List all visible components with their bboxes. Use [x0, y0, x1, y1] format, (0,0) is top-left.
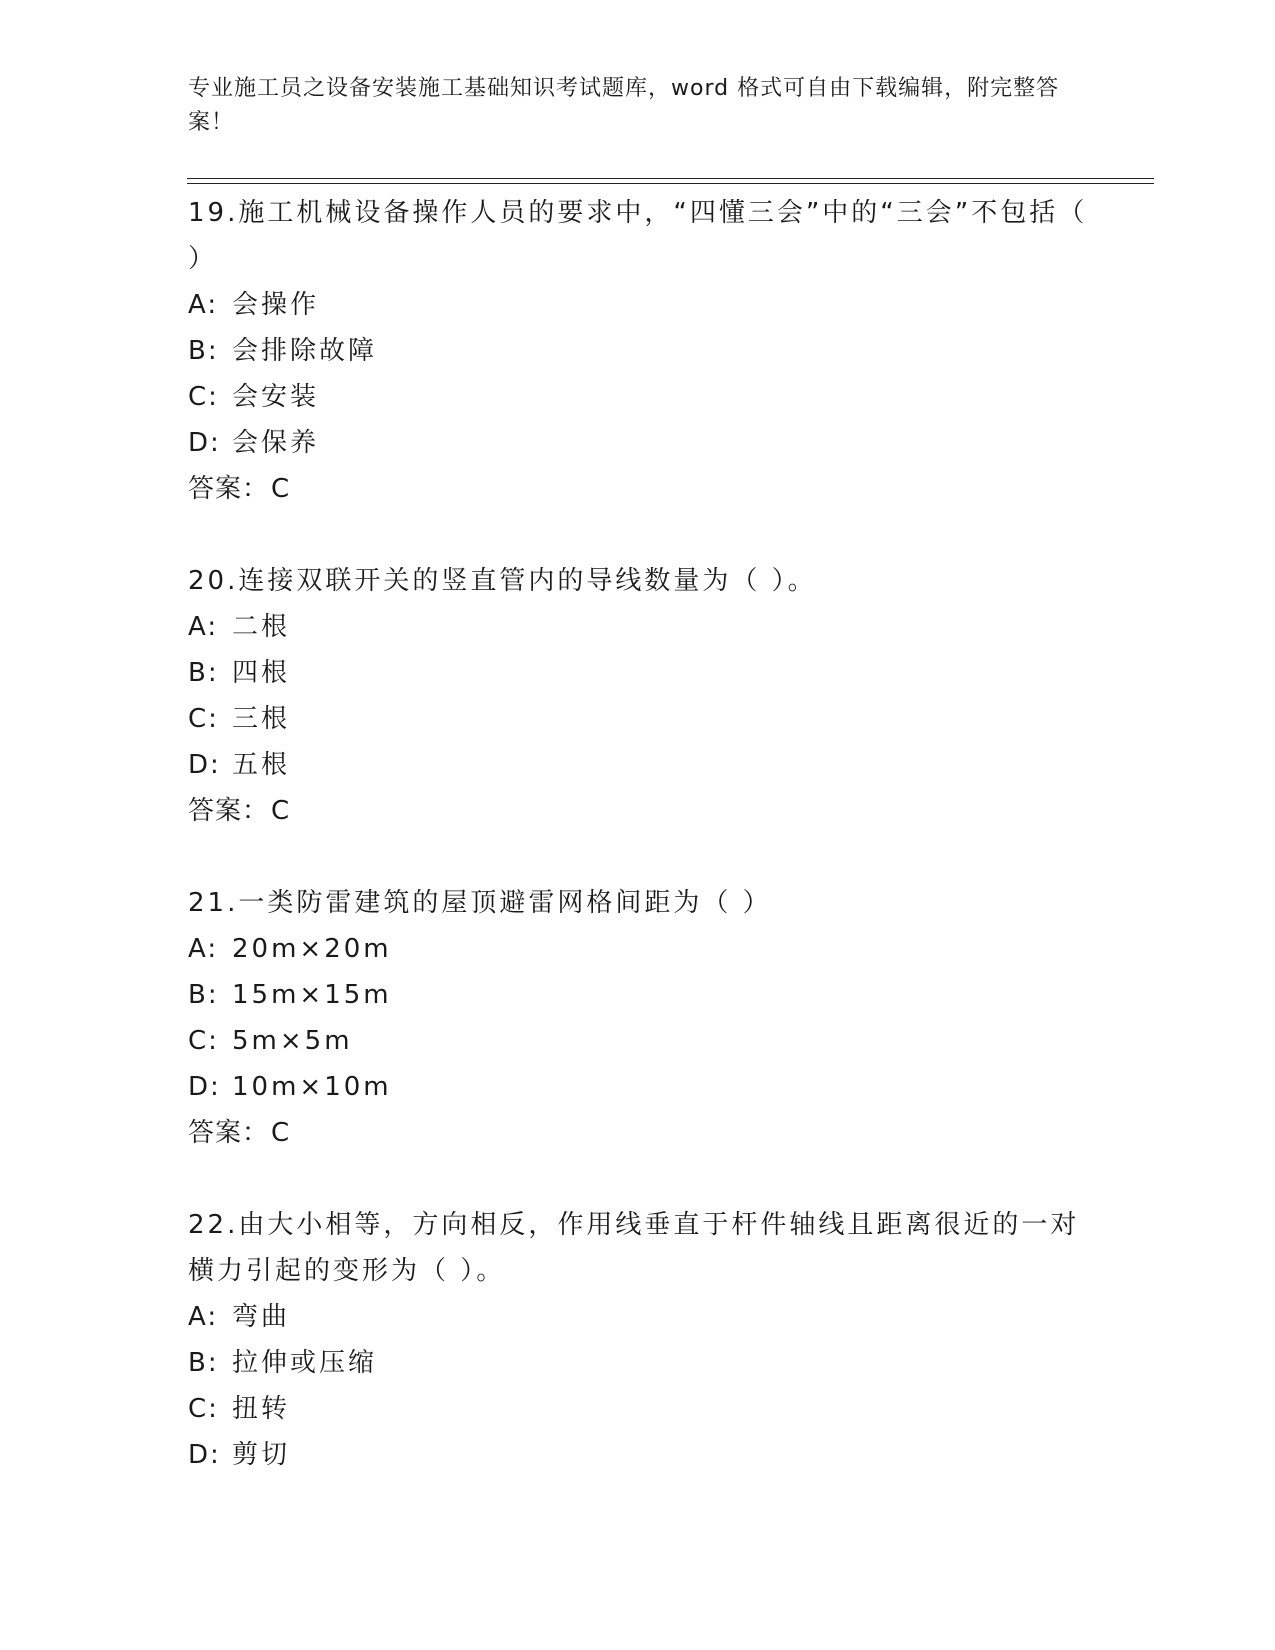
option-b [188, 1340, 1088, 1386]
option-c [188, 1386, 1088, 1432]
option-d [188, 1432, 1088, 1478]
option-text: 会排除故障 [232, 336, 378, 366]
question-21 [188, 880, 1088, 1156]
answer-line [188, 1110, 1088, 1156]
option-letter: C: [188, 1394, 219, 1424]
option-letter: D: [188, 428, 221, 458]
option-b [188, 650, 1088, 696]
answer-line [188, 466, 1088, 512]
option-a [188, 282, 1088, 328]
answer-line [188, 788, 1088, 834]
question-stem: 22.由大小相等，方向相反，作用线垂直于杆件轴线且距离很近的一对横力引起的变形为（ ）。 [188, 1210, 1080, 1286]
answer-value: C [271, 1118, 290, 1148]
option-letter: A: [188, 934, 219, 964]
answer-label: 答案： [188, 474, 270, 504]
question-stem: 21.一类防雷建筑的屋顶避雷网格间距为（ ） [188, 888, 772, 918]
option-c [188, 374, 1088, 420]
option-letter: C: [188, 704, 219, 734]
option-text: 会保养 [232, 428, 320, 458]
header-divider-top [187, 178, 1154, 179]
question-list [188, 190, 1088, 1524]
option-text: 弯曲 [232, 1302, 291, 1332]
option-c [188, 1018, 1088, 1064]
option-d [188, 1064, 1088, 1110]
answer-value: C [271, 796, 290, 826]
answer-label: 答案： [188, 1118, 270, 1148]
option-text: 15m×15m [232, 980, 392, 1010]
option-text: 会安装 [232, 382, 320, 412]
answer-label: 答案： [188, 796, 270, 826]
option-text: 五根 [232, 750, 291, 780]
option-letter: A: [188, 1302, 219, 1332]
option-letter: D: [188, 1440, 221, 1470]
answer-value: C [271, 474, 290, 504]
option-text: 三根 [232, 704, 291, 734]
option-letter: D: [188, 1072, 221, 1102]
option-letter: D: [188, 750, 221, 780]
option-letter: B: [188, 336, 219, 366]
option-b [188, 972, 1088, 1018]
option-letter: B: [188, 980, 219, 1010]
option-text: 20m×20m [232, 934, 392, 964]
option-c [188, 696, 1088, 742]
option-text: 会操作 [232, 290, 320, 320]
question-stem: 19.施工机械设备操作人员的要求中，“四懂三会”中的“三会”不包括（ ） [188, 198, 1088, 274]
option-b [188, 328, 1088, 374]
question-19 [188, 190, 1088, 512]
question-stem: 20.连接双联开关的竖直管内的导线数量为（ ）。 [188, 566, 817, 596]
document-header: 专业施工员之设备安装施工基础知识考试题库，word 格式可自由下载编辑，附完整答案！ [188, 76, 1060, 135]
option-text: 四根 [232, 658, 291, 688]
option-a [188, 1294, 1088, 1340]
option-text: 10m×10m [232, 1072, 392, 1102]
option-d [188, 742, 1088, 788]
option-letter: C: [188, 382, 219, 412]
question-20 [188, 558, 1088, 834]
option-letter: B: [188, 1348, 219, 1378]
option-text: 扭转 [232, 1394, 291, 1424]
option-letter: A: [188, 612, 219, 642]
option-text: 5m×5m [232, 1026, 353, 1056]
option-a [188, 926, 1088, 972]
option-letter: B: [188, 658, 219, 688]
option-letter: A: [188, 290, 219, 320]
question-22 [188, 1202, 1088, 1478]
option-text: 拉伸或压缩 [232, 1348, 378, 1378]
option-text: 二根 [232, 612, 291, 642]
option-text: 剪切 [232, 1440, 291, 1470]
option-letter: C: [188, 1026, 219, 1056]
header-divider-bottom [187, 183, 1154, 184]
option-a [188, 604, 1088, 650]
option-d [188, 420, 1088, 466]
